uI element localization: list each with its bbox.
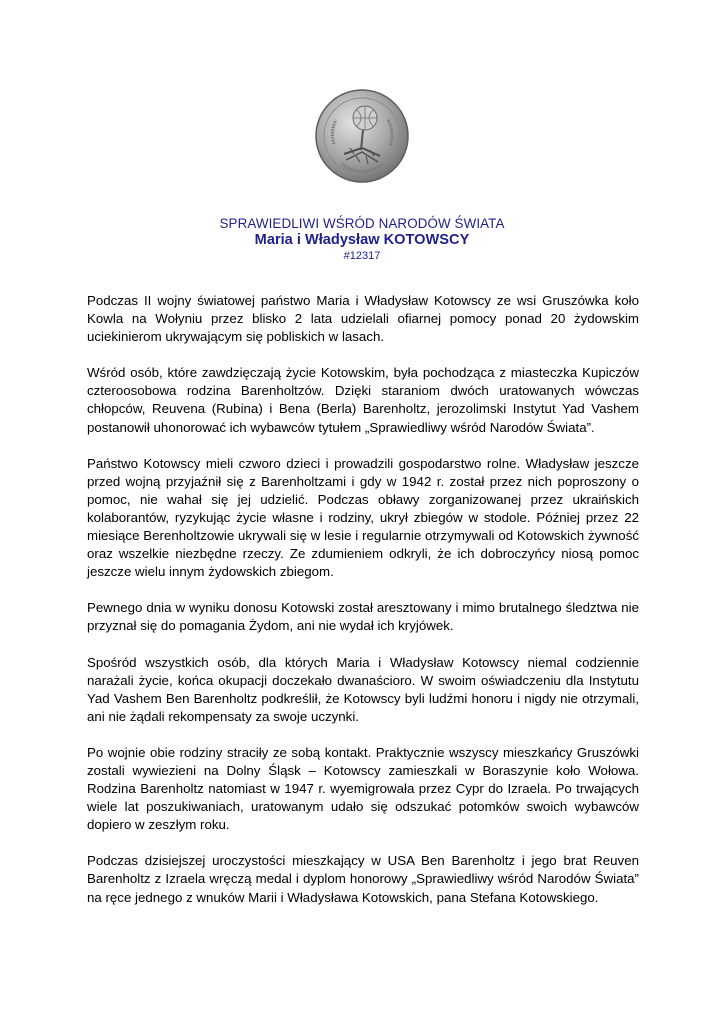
paragraph-2: Wśród osób, które zawdzięczają życie Kotowskim, była pochodząca z miasteczka Kupiczów czteroosobowa rodzina Barenholtzów. Dzięki staraniom dwóch uratowanych wówczas chłopców, Reuvena (Rubina) i Bena (Berla) Barenholtz, jerozolimski Instytut Yad Vashem postanowił uhonorować ich wybawców tytułem „Sprawiedliwy wśród Narodów Świata”. — [87, 365, 639, 435]
body-text — [87, 292, 639, 925]
paragraph-5: Spośród wszystkich osób, dla których Maria i Władysław Kotowscy niemal codziennie narażali życie, końca okupacji doczekało dwanaścioro. W swoim oświadczeniu dla Instytutu Yad Vashem Ben Barenholtz podkreślił, że Kotowscy byli ludźmi honoru i nigdy nie otrzymali, ani nie żądali rekompensaty za swoje uczynki. — [87, 654, 639, 724]
header-overline: SPRAWIEDLIWI WŚRÓD NARODÓW ŚWIATA — [219, 216, 505, 231]
paragraph-7: Podczas dzisiejszej uroczystości mieszkający w USA Ben Barenholtz i jego brat Reuven Barenholtz z Izraela wręczą medal i dyplom honorowy „Sprawiedliwy wśród Narodów Świata” na ręce jednego z wnuków Marii i Władysława Kotowskich, pana Stefana Kotowskiego. — [87, 853, 639, 905]
document-header — [0, 216, 724, 263]
medal-icon — [310, 84, 414, 188]
righteous-medal-image — [310, 84, 414, 188]
paragraph-4: Pewnego dnia w wyniku donosu Kotowski został aresztowany i mimo brutalnego śledztwa nie przyznał się do pomagania Żydom, ani nie wydał ich kryjówek. — [87, 600, 639, 634]
header-number: #12317 — [343, 250, 381, 262]
header-names: Maria i Władysław KOTOWSCY — [254, 232, 470, 248]
paragraph-6: Po wojnie obie rodziny straciły ze sobą kontakt. Praktycznie wszyscy mieszkańcy Gruszówki zostali wywiezieni na Dolny Śląsk – Kotowscy zamieszkali w Boraszynie koło Wołowa. Rodzina Barenholtz natomiast w 1947 r. wyemigrowała przez Cypr do Izraela. Po trwających wiele lat poszukiwaniach, uratowanym udało się odszukać potomków swoich wybawców dopiero w zeszłym roku. — [87, 744, 639, 833]
paragraph-1: Podczas II wojny światowej państwo Maria i Władysław Kotowscy ze wsi Gruszówka koło Kowla na Wołyniu przez blisko 2 lata udzielali ofiarnej pomocy ponad 20 żydowskim uciekinierom ukrywającym się pobliskich w lasach. — [87, 293, 639, 345]
paragraph-3: Państwo Kotowscy mieli czworo dzieci i prowadzili gospodarstwo rolne. Władysław jeszcze przed wojną przyjaźnił się z Barenholtzami i gdy w 1942 r. został przez nich poproszony o pomoc, nie wahał się jej udzielić. Podczas obławy zorganizowanej przez ukraińskich kolaborantów, ryzykując życie własne i rodziny, ukrył zbiegów w stodole. Później przez 22 miesiące Berenholtzowie ukrywali się w lesie i regularnie otrzymywali od Kotowskich żywność oraz wszelkie niezbędne rzeczy. Ze zdumieniem odkryli, że ich dobroczyńcy niosą pomoc jeszcze wielu innym żydowskich zbiegom. — [87, 455, 639, 580]
